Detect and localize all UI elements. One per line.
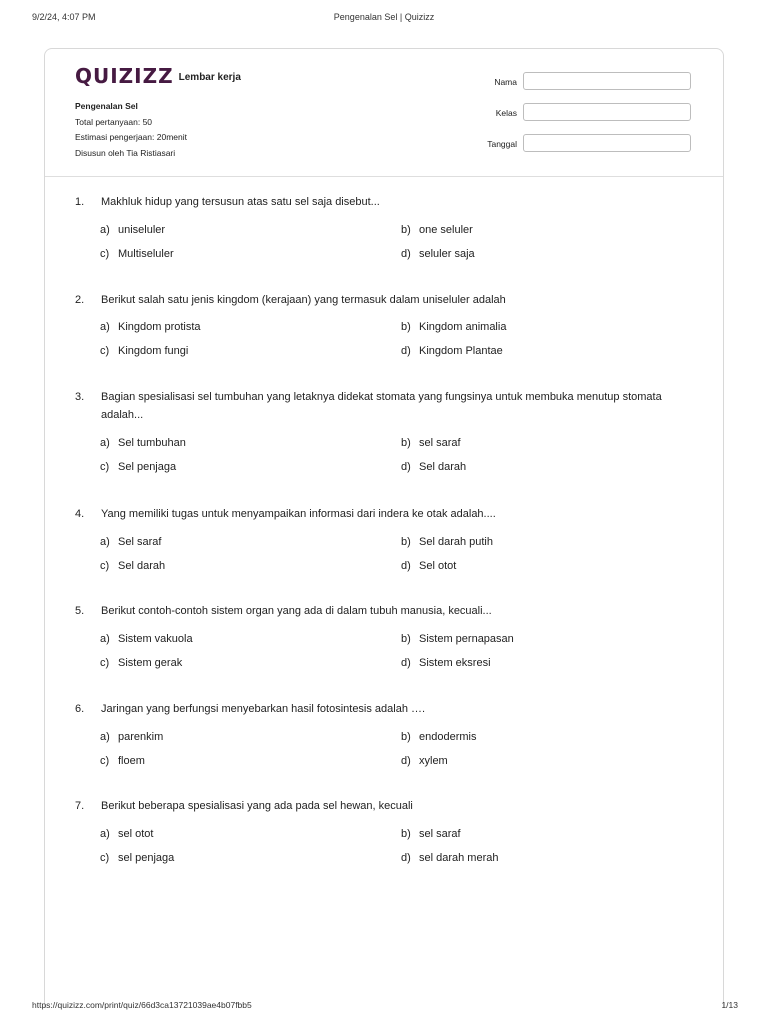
option-letter: b) <box>401 828 411 840</box>
date-row <box>475 134 695 154</box>
option-letter: b) <box>401 633 411 645</box>
quizizz-logo: QUIZIZZ <box>75 64 174 88</box>
question-body: Yang memiliki tugas untuk menyampaikan informasi dari indera ke otak adalah.... <box>101 508 496 520</box>
question-text <box>75 388 675 424</box>
option-b <box>401 224 473 236</box>
worksheet-card <box>44 48 724 1008</box>
option-d <box>401 755 448 767</box>
print-footer <box>0 1000 768 1014</box>
question-number: 6. <box>75 703 85 715</box>
option-letter: a) <box>100 321 110 333</box>
option-letter: d) <box>401 461 411 473</box>
option-b <box>401 633 514 645</box>
option-letter: c) <box>100 755 110 767</box>
option-d <box>401 248 475 260</box>
option-letter: b) <box>401 437 411 449</box>
option-d <box>401 461 466 473</box>
option-text: xylem <box>419 755 448 767</box>
option-a <box>100 321 201 333</box>
option-c <box>100 461 176 473</box>
question-text <box>75 291 675 309</box>
option-letter: c) <box>100 852 110 864</box>
option-letter: d) <box>401 248 411 260</box>
question-body: Berikut contoh-contoh sistem organ yang ada di dalam tubuh manusia, kecuali... <box>101 605 492 617</box>
option-text: sel penjaga <box>118 852 175 864</box>
question-number: 4. <box>75 508 85 520</box>
option-letter: c) <box>100 657 110 669</box>
option-text: Sel darah <box>118 560 166 572</box>
option-b <box>401 437 461 449</box>
question-number: 3. <box>75 391 85 403</box>
option-c <box>100 852 174 864</box>
author: Disusun oleh Tia Ristiasari <box>75 147 176 158</box>
name-row <box>475 72 695 92</box>
option-d <box>401 657 491 669</box>
option-c <box>100 560 165 572</box>
print-title: Pengenalan Sel | Quizizz <box>333 12 435 22</box>
option-b <box>401 828 461 840</box>
option-letter: c) <box>100 248 110 260</box>
time-estimate: Estimasi pengerjaan: 20menit <box>75 132 187 142</box>
option-c <box>100 657 182 669</box>
brand <box>75 63 241 89</box>
class-field[interactable] <box>523 103 691 121</box>
option-letter: d) <box>401 852 411 864</box>
option-a <box>100 633 193 645</box>
option-text: Sel penjaga <box>118 461 177 473</box>
quiz-title: Pengenalan Sel <box>75 101 138 111</box>
option-text: sel saraf <box>419 437 461 449</box>
option-letter: a) <box>100 437 110 449</box>
option-text: Kingdom fungi <box>118 345 189 357</box>
question-number: 1. <box>75 196 85 208</box>
option-a <box>100 828 153 840</box>
option-d <box>401 852 499 864</box>
print-header <box>0 12 768 28</box>
option-letter: c) <box>100 560 110 572</box>
option-a <box>100 536 161 548</box>
question-text <box>75 602 675 620</box>
question-text <box>75 797 675 815</box>
option-text: Sistem gerak <box>118 657 183 669</box>
print-url[interactable]: https://quizizz.com/print/quiz/66d3ca13721039ae4b07fbb5 <box>32 1000 252 1010</box>
option-b <box>401 731 476 743</box>
option-text: Sistem eksresi <box>419 657 491 669</box>
option-text: sel otot <box>118 828 154 840</box>
option-text: Kingdom animalia <box>419 321 507 333</box>
option-text: Sel tumbuhan <box>118 437 186 449</box>
option-text: Sel darah putih <box>419 536 493 548</box>
option-text: parenkim <box>118 731 164 743</box>
worksheet-label: Lembar kerja <box>178 71 241 83</box>
option-text: floem <box>118 755 145 767</box>
question-text <box>75 700 675 718</box>
option-letter: d) <box>401 755 411 767</box>
name-label: Nama <box>494 77 517 87</box>
page-number: 1/13 <box>721 1000 738 1010</box>
class-label: Kelas <box>495 108 517 118</box>
option-text: Multiseluler <box>118 248 174 260</box>
option-letter: b) <box>401 536 411 548</box>
option-d <box>401 560 456 572</box>
option-letter: b) <box>401 224 411 236</box>
option-c <box>100 345 188 357</box>
question-body: Berikut salah satu jenis kingdom (kerajaan) yang termasuk dalam uniseluler adalah <box>101 294 506 306</box>
option-d <box>401 345 503 357</box>
option-a <box>100 224 165 236</box>
option-letter: a) <box>100 224 110 236</box>
option-letter: c) <box>100 461 110 473</box>
option-letter: c) <box>100 345 110 357</box>
option-text: Sistem vakuola <box>118 633 193 645</box>
option-b <box>401 321 506 333</box>
option-letter: a) <box>100 731 110 743</box>
total-questions: Total pertanyaan: 50 <box>75 116 153 127</box>
quiz-meta <box>75 99 187 161</box>
option-letter: a) <box>100 828 110 840</box>
option-letter: a) <box>100 633 110 645</box>
option-letter: d) <box>401 345 411 357</box>
option-text: Sel saraf <box>118 536 162 548</box>
question-body: Berikut beberapa spesialisasi yang ada pada sel hewan, kecuali <box>101 800 413 812</box>
option-letter: b) <box>401 731 411 743</box>
question-number: 5. <box>75 605 85 617</box>
option-letter: a) <box>100 536 110 548</box>
option-text: Sistem pernapasan <box>419 633 514 645</box>
option-text: one seluler <box>419 224 473 236</box>
option-text: Kingdom Plantae <box>419 345 503 357</box>
option-text: uniseluler <box>118 224 166 236</box>
date-field[interactable] <box>523 134 691 152</box>
option-text: seluler saja <box>419 248 475 260</box>
option-letter: d) <box>401 657 411 669</box>
option-text: Sel darah <box>419 461 467 473</box>
worksheet-header <box>45 49 723 177</box>
date-label: Tanggal <box>487 139 517 149</box>
option-a <box>100 437 186 449</box>
option-letter: d) <box>401 560 411 572</box>
option-text: endodermis <box>419 731 477 743</box>
question-body: Bagian spesialisasi sel tumbuhan yang letaknya didekat stomata yang fungsinya untuk membuka menutup stomata adalah... <box>101 391 662 421</box>
class-row <box>475 103 695 123</box>
option-text: sel darah merah <box>419 852 499 864</box>
print-datetime: 9/2/24, 4:07 PM <box>32 12 96 22</box>
option-text: sel saraf <box>419 828 461 840</box>
name-field[interactable] <box>523 72 691 90</box>
question-body: Jaringan yang berfungsi menyebarkan hasil fotosintesis adalah …. <box>101 703 426 715</box>
question-text <box>75 505 675 523</box>
option-letter: b) <box>401 321 411 333</box>
option-a <box>100 731 163 743</box>
option-c <box>100 248 174 260</box>
question-text <box>75 193 675 211</box>
option-text: Kingdom protista <box>118 321 201 333</box>
question-number: 2. <box>75 294 85 306</box>
option-text: Sel otot <box>419 560 457 572</box>
question-body: Makhluk hidup yang tersusun atas satu sel saja disebut... <box>101 196 380 208</box>
option-c <box>100 755 145 767</box>
option-b <box>401 536 493 548</box>
question-number: 7. <box>75 800 85 812</box>
